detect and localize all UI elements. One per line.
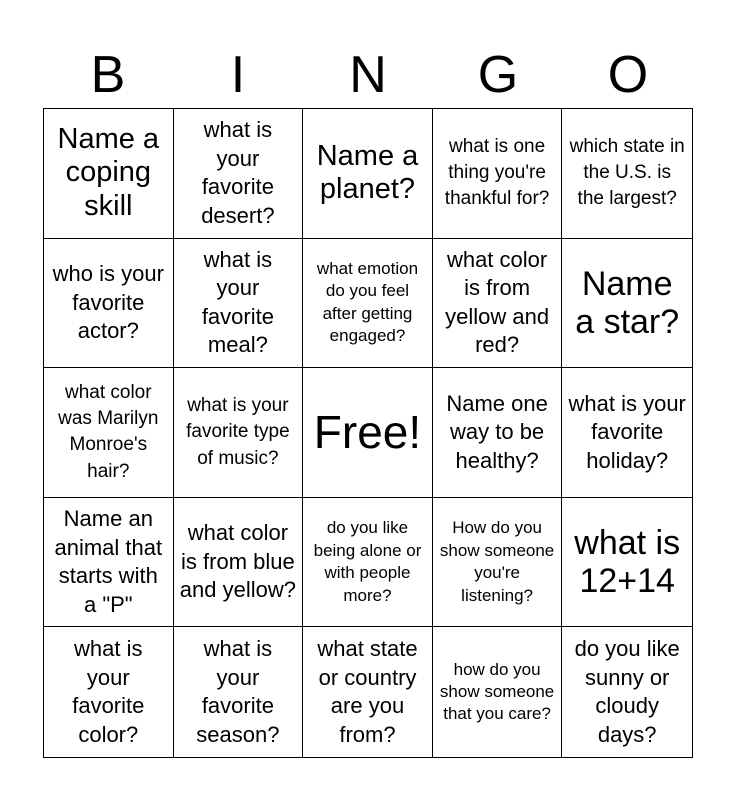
cell-text: what is your favorite desert? — [201, 117, 275, 228]
cell-text: what is 12+14 — [574, 524, 681, 601]
bingo-cell[interactable] — [44, 627, 174, 757]
cell-text: what color was Marilyn Monroe's hair? — [58, 382, 159, 482]
cell-text: how do you show someone that you care? — [439, 659, 555, 724]
header-letter-n: N — [349, 46, 387, 104]
bingo-cell[interactable] — [433, 498, 563, 628]
bingo-cell[interactable] — [44, 368, 174, 498]
bingo-cell[interactable] — [562, 109, 692, 239]
bingo-cell[interactable] — [44, 109, 174, 239]
cell-text: do you like sunny or cloudy days? — [574, 636, 680, 747]
cell-text: Name a coping skill — [57, 122, 160, 223]
cell-text: what is your favorite color? — [72, 636, 145, 747]
cell-text: what is your favorite holiday? — [568, 390, 686, 473]
cell-text: do you like being alone or with people more? — [313, 518, 422, 605]
bingo-cell[interactable] — [433, 368, 563, 498]
cell-text: which state in the U.S. is the largest? — [569, 135, 685, 210]
cell-text: what state or country are you from? — [317, 636, 418, 747]
cell-text: what color is from yellow and red? — [445, 246, 550, 358]
cell-text: what color is from blue and yellow? — [179, 520, 296, 603]
bingo-cell[interactable] — [303, 498, 433, 628]
bingo-cell[interactable] — [433, 109, 563, 239]
cell-text: Name a star? — [575, 264, 680, 341]
bingo-cell[interactable] — [44, 498, 174, 628]
bingo-cell[interactable] — [44, 239, 174, 369]
bingo-cell[interactable] — [303, 627, 433, 757]
bingo-card-grid — [43, 108, 693, 758]
cell-text: what is your favorite season? — [196, 636, 280, 747]
cell-text: Name one way to be healthy? — [446, 390, 548, 473]
bingo-cell[interactable] — [174, 109, 304, 239]
cell-text: what is your favorite meal? — [201, 246, 274, 358]
cell-text: Name a planet? — [316, 139, 419, 206]
header-letter-i: I — [230, 46, 246, 104]
bingo-cell[interactable] — [303, 109, 433, 239]
bingo-cell[interactable] — [562, 627, 692, 757]
bingo-cell[interactable] — [562, 239, 692, 369]
header-letter-b: B — [90, 46, 126, 104]
cell-text: what emotion do you feel after getting engaged? — [316, 259, 419, 346]
free-space-cell[interactable] — [303, 368, 433, 498]
bingo-header — [43, 42, 693, 108]
bingo-cell[interactable] — [174, 239, 304, 369]
bingo-cell[interactable] — [174, 368, 304, 498]
bingo-cell[interactable] — [433, 627, 563, 757]
bingo-cell[interactable] — [303, 239, 433, 369]
cell-text: How do you show someone you're listening? — [439, 518, 555, 605]
bingo-cell[interactable] — [562, 498, 692, 628]
header-letter-g: G — [477, 46, 519, 104]
bingo-cell[interactable] — [433, 239, 563, 369]
bingo-cell[interactable] — [174, 498, 304, 628]
cell-text: Name an animal that starts with a "P" — [54, 505, 163, 617]
bingo-cell[interactable] — [174, 627, 304, 757]
bingo-cell[interactable] — [562, 368, 692, 498]
header-letter-o: O — [607, 46, 649, 104]
free-space-text: Free! — [313, 406, 422, 459]
cell-text: what is your favorite type of music? — [186, 395, 290, 469]
cell-text: what is one thing you're thankful for? — [444, 135, 550, 210]
cell-text: who is your favorite actor? — [52, 261, 164, 344]
